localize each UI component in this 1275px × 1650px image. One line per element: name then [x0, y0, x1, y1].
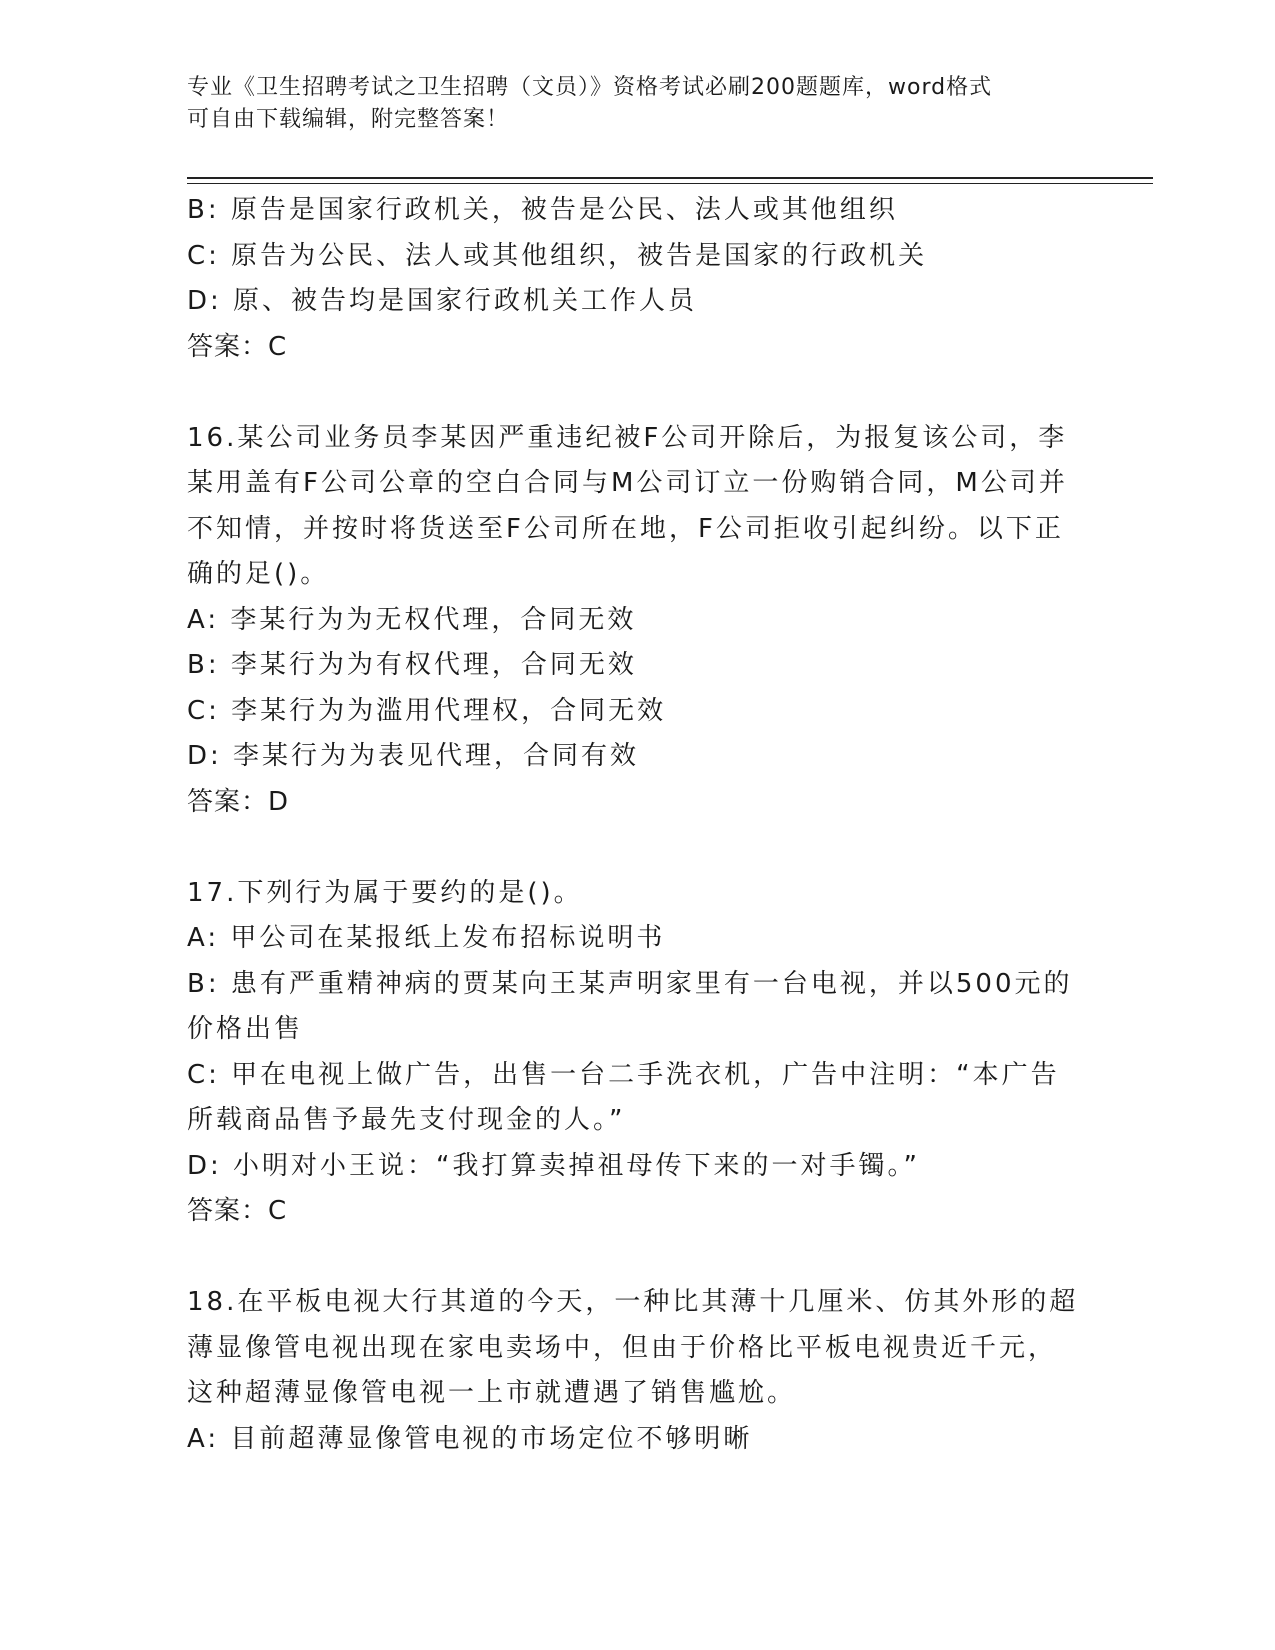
q15-option-d: D: 原、被告均是国家行政机关工作人员 [187, 286, 698, 316]
question-16 [187, 416, 1087, 826]
q17-answer: 答案：C [187, 1196, 288, 1226]
q16-stem-line-3: 不知情，并按时将货送至F公司所在地，F公司拒收引起纠纷。以下正 [187, 513, 1064, 544]
spacer [187, 370, 1087, 416]
q16-option-c: C: 李某行为为滥用代理权，合同无效 [187, 695, 667, 726]
q17-option-b-line-2: 价格出售 [187, 1014, 304, 1044]
q18-stem-line-3: 这种超薄显像管电视一上市就遭遇了销售尴尬。 [187, 1378, 797, 1408]
header-rule-thick [187, 177, 1153, 179]
question-18 [187, 1280, 1087, 1462]
q18-stem-line-2: 薄显像管电视出现在家电卖场中，但由于价格比平板电视贵近千元， [187, 1332, 1058, 1363]
q16-option-b: B: 李某行为为有权代理，合同无效 [187, 650, 637, 680]
header-line-2: 可自由下载编辑，附完整答案！ [187, 107, 510, 132]
header-line-1: 专业《卫生招聘考试之卫生招聘（文员）》资格考试必刷200题题库，word格式 [187, 75, 993, 100]
q17-option-a: A: 甲公司在某报纸上发布招标说明书 [187, 923, 666, 953]
q17-stem: 17.下列行为属于要约的是()。 [187, 877, 583, 908]
q15-option-c: C: 原告为公民、法人或其他组织，被告是国家的行政机关 [187, 240, 928, 271]
q16-stem-line-2: 某用盖有F公司公章的空白合同与M公司订立一份购销合同，M公司并 [187, 468, 1068, 498]
q18-stem-line-1: 18.在平板电视大行其道的今天，一种比其薄十几厘米、仿其外形的超 [187, 1287, 1079, 1317]
q16-stem-line-4: 确的足()。 [187, 559, 330, 589]
question-content [187, 188, 1087, 1462]
q15-answer: 答案：C [187, 331, 288, 362]
q16-answer: 答案：D [187, 786, 290, 817]
question-17 [187, 871, 1087, 1235]
q17-option-c-line-1: C: 甲在电视上做广告，出售一台二手洗衣机，广告中注明：“本广告 [187, 1059, 1060, 1090]
q18-option-a: A: 目前超薄显像管电视的市场定位不够明晰 [187, 1423, 753, 1454]
q17-option-c-line-2: 所载商品售予最先支付现金的人。” [187, 1105, 626, 1135]
document-header [187, 72, 1087, 136]
q16-stem-line-1: 16.某公司业务员李某因严重违纪被F公司开除后，为报复该公司，李 [187, 422, 1068, 453]
q15-option-b: B: 原告是国家行政机关，被告是公民、法人或其他组织 [187, 195, 898, 225]
q16-option-d: D: 李某行为为表见代理，合同有效 [187, 741, 640, 771]
spacer [187, 825, 1087, 871]
q17-option-d: D: 小明对小王说：“我打算卖掉祖母传下来的一对手镯。” [187, 1150, 920, 1181]
question-15 [187, 188, 1087, 370]
header-rule-thin [187, 183, 1153, 184]
q16-option-a: A: 李某行为为无权代理，合同无效 [187, 604, 637, 635]
q17-option-b-line-1: B: 患有严重精神病的贾某向王某声明家里有一台电视，并以500元的 [187, 968, 1073, 999]
spacer [187, 1235, 1087, 1281]
